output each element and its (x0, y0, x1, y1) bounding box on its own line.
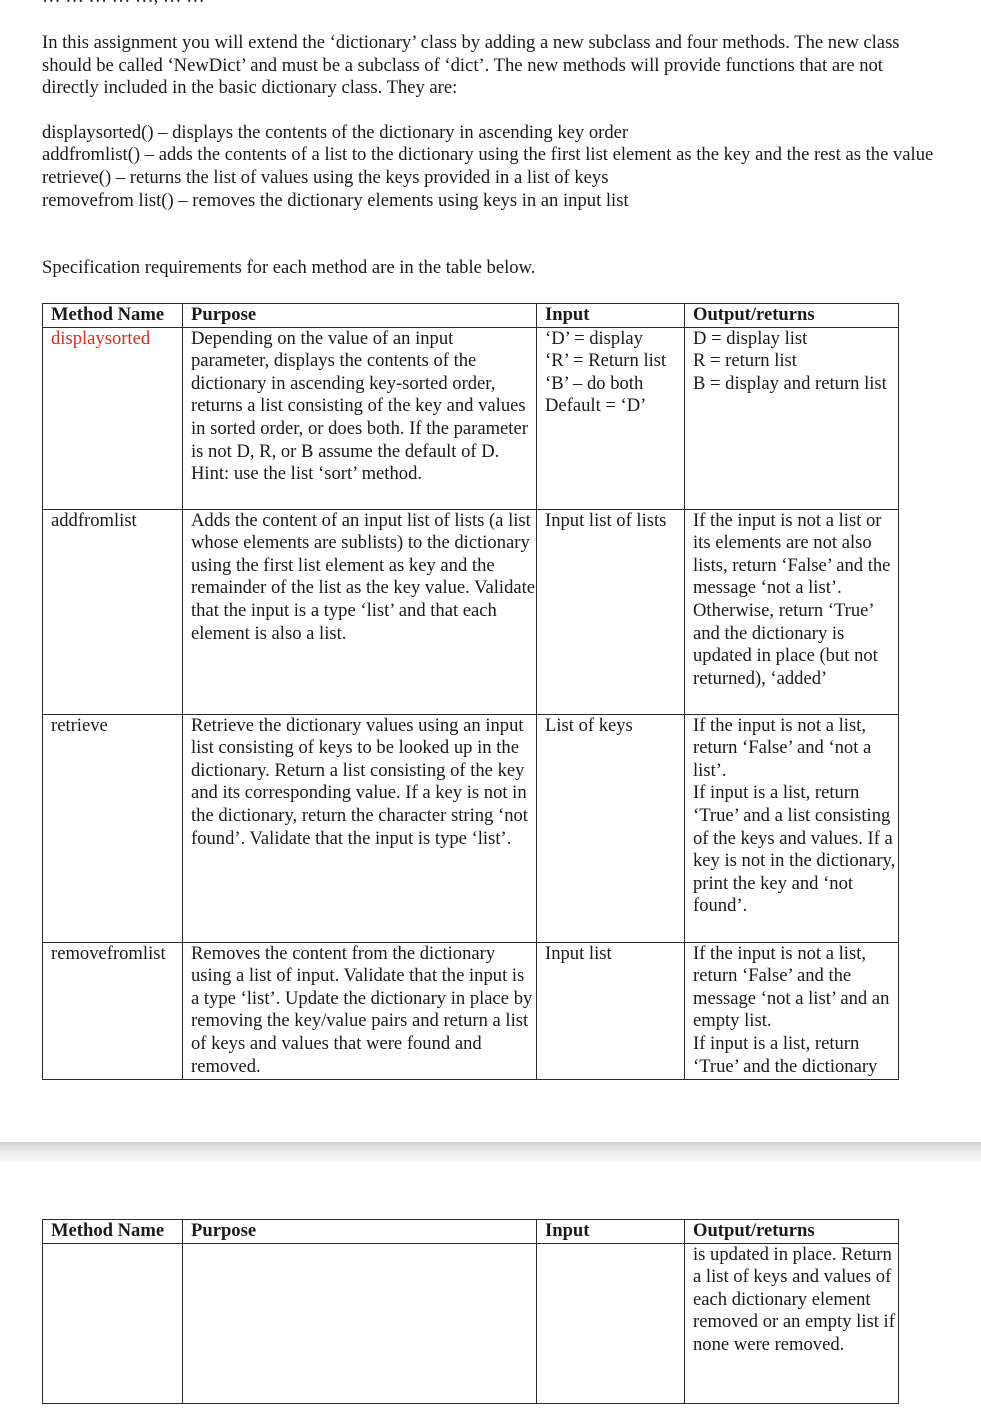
spec-table (42, 303, 899, 1080)
table-row (43, 714, 899, 942)
table-header-row (43, 304, 899, 328)
output-line: D = display list (693, 327, 808, 349)
method-line-removefromlist: removefrom list() – removes the dictionary elements using keys in an input list (42, 189, 629, 211)
table-row (43, 1243, 899, 1403)
method-line-retrieve: retrieve() – returns the list of values using the keys provided in a list of keys (42, 166, 609, 188)
method-name-cell (43, 327, 183, 509)
output-cell (685, 942, 899, 1079)
input-line: ‘B’ – do both (545, 372, 644, 394)
input-line: ‘R’ = Return list (545, 350, 667, 372)
header-method-name: Method Name (43, 304, 183, 328)
output-line: If the input is not a list, return ‘False’ and the message ‘not a list’ and an empty list. (693, 942, 890, 1032)
page-break-gap (0, 1142, 981, 1161)
method-line-addfromlist: addfromlist() – adds the contents of a list to the dictionary using the first list element as the key and the rest as the value (42, 144, 934, 166)
header-input: Input (537, 1220, 685, 1244)
input-line: ‘D’ = display (545, 327, 643, 349)
method-name-cell: removefromlist (43, 942, 183, 1079)
output-line: If the input is not a list, return ‘False’ and ‘not a list’. (693, 714, 872, 781)
table-row (43, 327, 899, 509)
cut-off-line (42, 0, 205, 9)
method-name-cell: addfromlist (43, 509, 183, 714)
table-header-row (43, 1220, 899, 1244)
header-output: Output/returns (685, 1220, 899, 1244)
method-name-cell: retrieve (43, 714, 183, 942)
input-line: Input list of lists (545, 509, 667, 531)
method-name: isplaysorted (60, 327, 151, 349)
table-row (43, 509, 899, 714)
output-line: Otherwise, return ‘True’ and the dictionary is updated in place (but not returned), ‘added’ (693, 599, 878, 689)
table-row (43, 942, 899, 1079)
input-cell (537, 1243, 685, 1403)
purpose-cell: Removes the content from the dictionary using a list of input. Validate that the input is a type ‘list’. Update the dictionary in place by removing the key/value pairs and return a list of keys and values that were found and removed. (183, 942, 537, 1079)
header-input: Input (537, 304, 685, 328)
header-method-name: Method Name (43, 1220, 183, 1244)
input-cell (537, 942, 685, 1079)
output-cell: is updated in place. Return a list of keys and values of each dictionary element removed or an empty list if none were removed. (685, 1243, 899, 1403)
header-purpose: Purpose (183, 1220, 537, 1244)
input-line: Default = ‘D’ (545, 395, 647, 417)
input-cell (537, 509, 685, 714)
output-line: If the input is not a list or its elements are not also lists, return ‘False’ and the message ‘not a list’. (693, 509, 891, 599)
spec-note: Specification requirements for each method are in the table below. (42, 257, 536, 278)
input-line: Input list (545, 942, 612, 964)
input-cell (537, 714, 685, 942)
output-line: If input is a list, return ‘True’ and a list consisting of the keys and values. If a key is not in the dictionary, print the key and ‘not found’. (693, 782, 896, 917)
output-cell (685, 509, 899, 714)
method-name-cell (43, 1243, 183, 1403)
output-line: If input is a list, return ‘True’ and the dictionary (693, 1032, 878, 1077)
method-line-displaysorted: displaysorted() – displays the contents of the dictionary in ascending key order (42, 121, 629, 143)
header-purpose: Purpose (183, 304, 537, 328)
purpose-cell: Depending on the value of an input parameter, displays the contents of the dictionary in ascending key-sorted order, returns a list consisting of the key and values in sorted order, or does both. If the parameter is not D, R, or B assume the default of D. Hint: use the list ‘sort’ method. (183, 327, 537, 509)
output-cell (685, 714, 899, 942)
input-cell (537, 327, 685, 509)
purpose-cell: Adds the content of an input list of lists (a list whose elements are sublists) to the dictionary using the first list element as key and the remainder of the list as the key value. Validate that the input is a type ‘list’ and that each element is also a list. (183, 509, 537, 714)
input-line: List of keys (545, 714, 633, 736)
purpose-cell (183, 1243, 537, 1403)
output-cell (685, 327, 899, 509)
output-line: R = return list (693, 350, 797, 372)
output-line: B = display and return list (693, 372, 887, 394)
intro-section (42, 32, 942, 212)
red-initial: d (51, 327, 61, 349)
header-output: Output/returns (685, 304, 899, 328)
spec-table-continued (42, 1219, 899, 1404)
purpose-cell: Retrieve the dictionary values using an input list consisting of keys to be looked up in the dictionary. Return a list consisting of the key and its corresponding value. If a key is not in the dictionary, return the character string ‘not found’. Validate that the input is type ‘list’. (183, 714, 537, 942)
intro-paragraph: In this assignment you will extend the ‘dictionary’ class by adding a new subclass and four methods. The new class should be called ‘NewDict’ and must be a subclass of ‘dict’. The new methods will provide functions that are not directly included in the basic dictionary class. They are: (42, 32, 900, 99)
